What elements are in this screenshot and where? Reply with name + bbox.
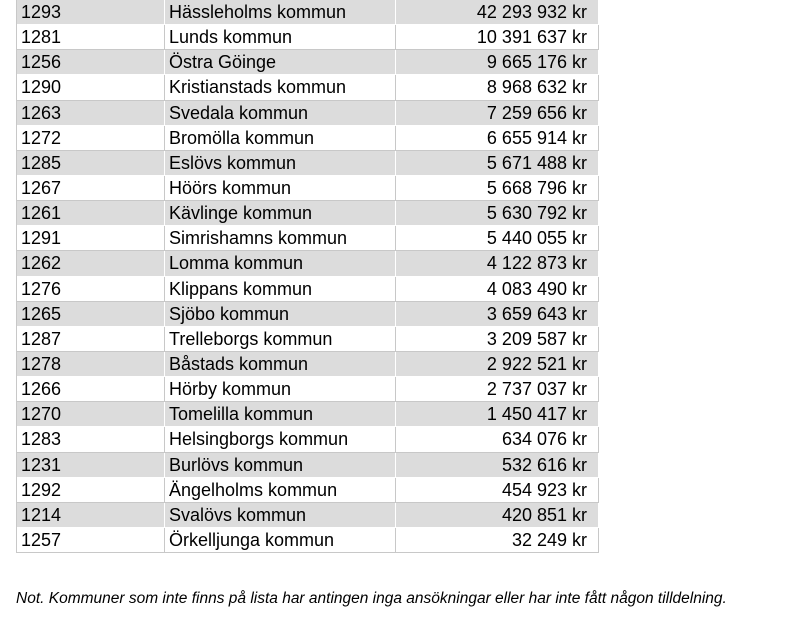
- municipality-code-cell: 1272: [17, 126, 165, 151]
- table-row: [17, 50, 599, 75]
- table-row: [17, 528, 599, 553]
- table-row: [17, 101, 599, 126]
- table-row: [17, 226, 599, 251]
- amount-cell: 7 259 656 kr: [396, 101, 599, 126]
- municipality-code-cell: 1231: [17, 453, 165, 478]
- amount-cell: 1 450 417 kr: [396, 402, 599, 427]
- amount-cell: 634 076 kr: [396, 427, 599, 452]
- amount-cell: 2 922 521 kr: [396, 352, 599, 377]
- amount-cell: 10 391 637 kr: [396, 25, 599, 50]
- municipality-name-cell: Ängelholms kommun: [165, 478, 396, 503]
- amount-cell: 5 668 796 kr: [396, 176, 599, 201]
- municipality-code-cell: 1285: [17, 151, 165, 176]
- municipality-name-cell: Kävlinge kommun: [165, 201, 396, 226]
- table-row: [17, 478, 599, 503]
- municipality-code-cell: 1283: [17, 427, 165, 452]
- municipality-name-cell: Burlövs kommun: [165, 453, 396, 478]
- amount-cell: 5 630 792 kr: [396, 201, 599, 226]
- municipality-code-cell: 1257: [17, 528, 165, 553]
- table-row: [17, 251, 599, 276]
- amount-cell: 8 968 632 kr: [396, 75, 599, 100]
- municipality-code-cell: 1281: [17, 25, 165, 50]
- amount-cell: 420 851 kr: [396, 503, 599, 528]
- table-row: [17, 302, 599, 327]
- amount-cell: 4 083 490 kr: [396, 277, 599, 302]
- amount-cell: 5 671 488 kr: [396, 151, 599, 176]
- table-row: [17, 402, 599, 427]
- municipality-code-cell: 1276: [17, 277, 165, 302]
- municipality-name-cell: Svalövs kommun: [165, 503, 396, 528]
- allocation-table: [16, 0, 599, 553]
- municipality-code-cell: 1265: [17, 302, 165, 327]
- amount-cell: 3 659 643 kr: [396, 302, 599, 327]
- municipality-code-cell: 1256: [17, 50, 165, 75]
- municipality-code-cell: 1266: [17, 377, 165, 402]
- municipality-name-cell: Hässleholms kommun: [165, 0, 396, 25]
- table-row: [17, 377, 599, 402]
- municipality-name-cell: Båstads kommun: [165, 352, 396, 377]
- municipality-code-cell: 1261: [17, 201, 165, 226]
- municipality-name-cell: Tomelilla kommun: [165, 402, 396, 427]
- municipality-name-cell: Örkelljunga kommun: [165, 528, 396, 553]
- municipality-name-cell: Bromölla kommun: [165, 126, 396, 151]
- amount-cell: 454 923 kr: [396, 478, 599, 503]
- table-row: [17, 75, 599, 100]
- municipality-code-cell: 1262: [17, 251, 165, 276]
- municipality-name-cell: Eslövs kommun: [165, 151, 396, 176]
- table-row: [17, 201, 599, 226]
- municipality-code-cell: 1270: [17, 402, 165, 427]
- table-row: [17, 176, 599, 201]
- municipality-name-cell: Sjöbo kommun: [165, 302, 396, 327]
- municipality-code-cell: 1267: [17, 176, 165, 201]
- amount-cell: 2 737 037 kr: [396, 377, 599, 402]
- table-row: [17, 277, 599, 302]
- municipality-name-cell: Kristianstads kommun: [165, 75, 396, 100]
- municipality-code-cell: 1290: [17, 75, 165, 100]
- municipality-code-cell: 1292: [17, 478, 165, 503]
- municipality-code-cell: 1214: [17, 503, 165, 528]
- municipality-name-cell: Höörs kommun: [165, 176, 396, 201]
- municipality-name-cell: Helsingborgs kommun: [165, 427, 396, 452]
- table-row: [17, 327, 599, 352]
- amount-cell: 42 293 932 kr: [396, 0, 599, 25]
- municipality-name-cell: Klippans kommun: [165, 277, 396, 302]
- table-row: [17, 503, 599, 528]
- table-row: [17, 25, 599, 50]
- amount-cell: 3 209 587 kr: [396, 327, 599, 352]
- table-row: [17, 0, 599, 25]
- table-row: [17, 453, 599, 478]
- amount-cell: 32 249 kr: [396, 528, 599, 553]
- municipality-name-cell: Lomma kommun: [165, 251, 396, 276]
- municipality-code-cell: 1287: [17, 327, 165, 352]
- table-row: [17, 352, 599, 377]
- footnote: Not. Kommuner som inte finns på lista har antingen inga ansökningar eller har inte fått någon tilldelning.: [16, 590, 727, 607]
- municipality-name-cell: Simrishamns kommun: [165, 226, 396, 251]
- municipality-code-cell: 1291: [17, 226, 165, 251]
- amount-cell: 532 616 kr: [396, 453, 599, 478]
- municipality-code-cell: 1293: [17, 0, 165, 25]
- table-row: [17, 126, 599, 151]
- table-row: [17, 427, 599, 452]
- amount-cell: 6 655 914 kr: [396, 126, 599, 151]
- amount-cell: 5 440 055 kr: [396, 226, 599, 251]
- amount-cell: 4 122 873 kr: [396, 251, 599, 276]
- municipality-name-cell: Hörby kommun: [165, 377, 396, 402]
- municipality-name-cell: Östra Göinge: [165, 50, 396, 75]
- municipality-code-cell: 1263: [17, 101, 165, 126]
- municipality-name-cell: Trelleborgs kommun: [165, 327, 396, 352]
- municipality-code-cell: 1278: [17, 352, 165, 377]
- table-row: [17, 151, 599, 176]
- amount-cell: 9 665 176 kr: [396, 50, 599, 75]
- municipality-name-cell: Lunds kommun: [165, 25, 396, 50]
- municipality-name-cell: Svedala kommun: [165, 101, 396, 126]
